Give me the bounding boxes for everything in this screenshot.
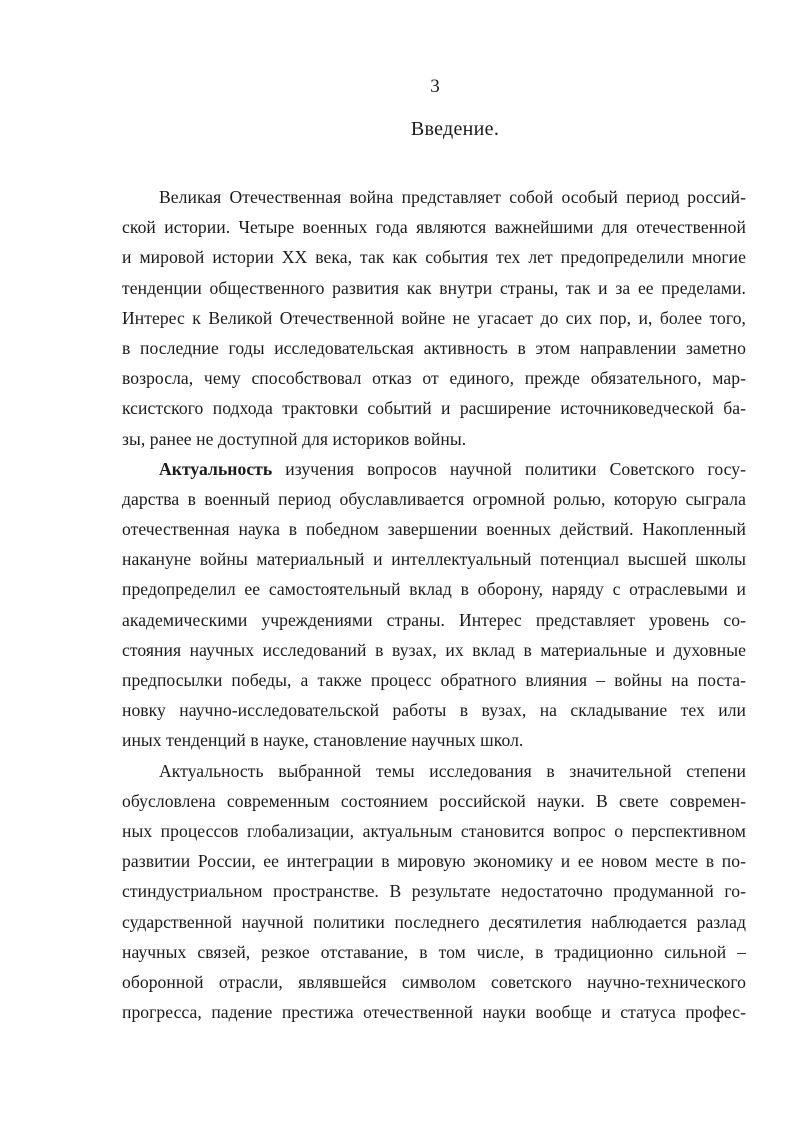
paragraph-1-line: ксистского подхода трактовки событий и расширение источниковедческой ба- — [122, 398, 746, 419]
paragraph-1-line: ской истории. Четыре военных года являются важнейшими для отечественной — [122, 217, 746, 238]
paragraph-2-line: дарства в военный период обуславливается огромной ролью, которую сыграла — [122, 488, 746, 509]
paragraph-1-line: тенденции общественного развития как внутри страны, так и за ее пределами. — [122, 277, 746, 298]
paragraph-1-line: возросла, чему способствовал отказ от единого, прежде обязательного, мар- — [122, 368, 746, 389]
paragraph-1-line: Великая Отечественная война представляет собой особый период россий- — [159, 187, 746, 207]
paragraph-2-line: иных тенденций в науке, становление научных школ. — [122, 730, 524, 751]
paragraph-3-line: сударственной научной политики последнего десятилетия наблюдается разлад — [122, 911, 746, 932]
paragraph-3-line: развитии России, ее интеграции в мировую экономику и ее новом месте в по- — [122, 851, 746, 872]
paragraph-2-line: предопределил ее самостоятельный вклад в оборону, наряду с отраслевыми и — [122, 579, 746, 600]
paragraph-2-first-line-text: изучения вопросов научной политики Советского госу- — [272, 458, 746, 479]
paragraph-3-line: прогресса, падение престижа отечественной науки вообще и статуса профес- — [122, 1002, 746, 1023]
paragraph-3-line: обусловлена современным состоянием российской науки. В свете современ- — [122, 790, 746, 811]
bold-term-aktualnost: Актуальность — [159, 458, 273, 479]
paragraph-2-line: новку научно-исследовательской работы в вузах, на складывание тех или — [122, 700, 746, 721]
paragraph-2-first-line — [122, 454, 746, 484]
paragraph-1-line: и мировой истории XX века, так как события тех лет предопределили многие — [122, 247, 746, 268]
page-number: 3 — [430, 76, 440, 97]
paragraph-3-line: ных процессов глобализации, актуальным становится вопрос о перспективном — [122, 820, 746, 841]
paragraph-1-line: в последние годы исследовательская активность в этом направлении заметно — [122, 337, 746, 358]
paragraph-2-line: предпосылки победы, а также процесс обратного влияния – войны на поста- — [122, 670, 746, 690]
paragraph-3-line: стиндустриальном пространстве. В результате недостаточно продуманной го- — [122, 881, 746, 902]
body-text — [122, 182, 746, 1027]
paragraph-3-line: научных связей, резкое отставание, в том числе, в традиционно сильной – — [122, 941, 746, 962]
paragraph-3-line: Актуальность выбранной темы исследования в значительной степени — [159, 760, 746, 781]
paragraph-2-line: академическими учреждениями страны. Интерес представляет уровень со- — [122, 609, 746, 630]
paragraph-2-line: отечественная наука в победном завершении военных действий. Накопленный — [122, 519, 746, 540]
paragraph-2-line: стояния научных исследований в вузах, их вклад в материальные и духовные — [122, 639, 746, 660]
paragraph-1-line: зы, ранее не доступной для историков войны. — [122, 428, 467, 449]
section-heading: Введение. — [410, 118, 500, 140]
paragraph-3-line: оборонной отрасли, являвшейся символом советского научно-технического — [122, 971, 746, 992]
paragraph-1-line: Интерес к Великой Отечественной войне не угасает до сих пор, и, более того, — [122, 307, 746, 328]
paragraph-2-line: накануне войны материальный и интеллектуальный потенциал высшей школы — [122, 549, 746, 570]
